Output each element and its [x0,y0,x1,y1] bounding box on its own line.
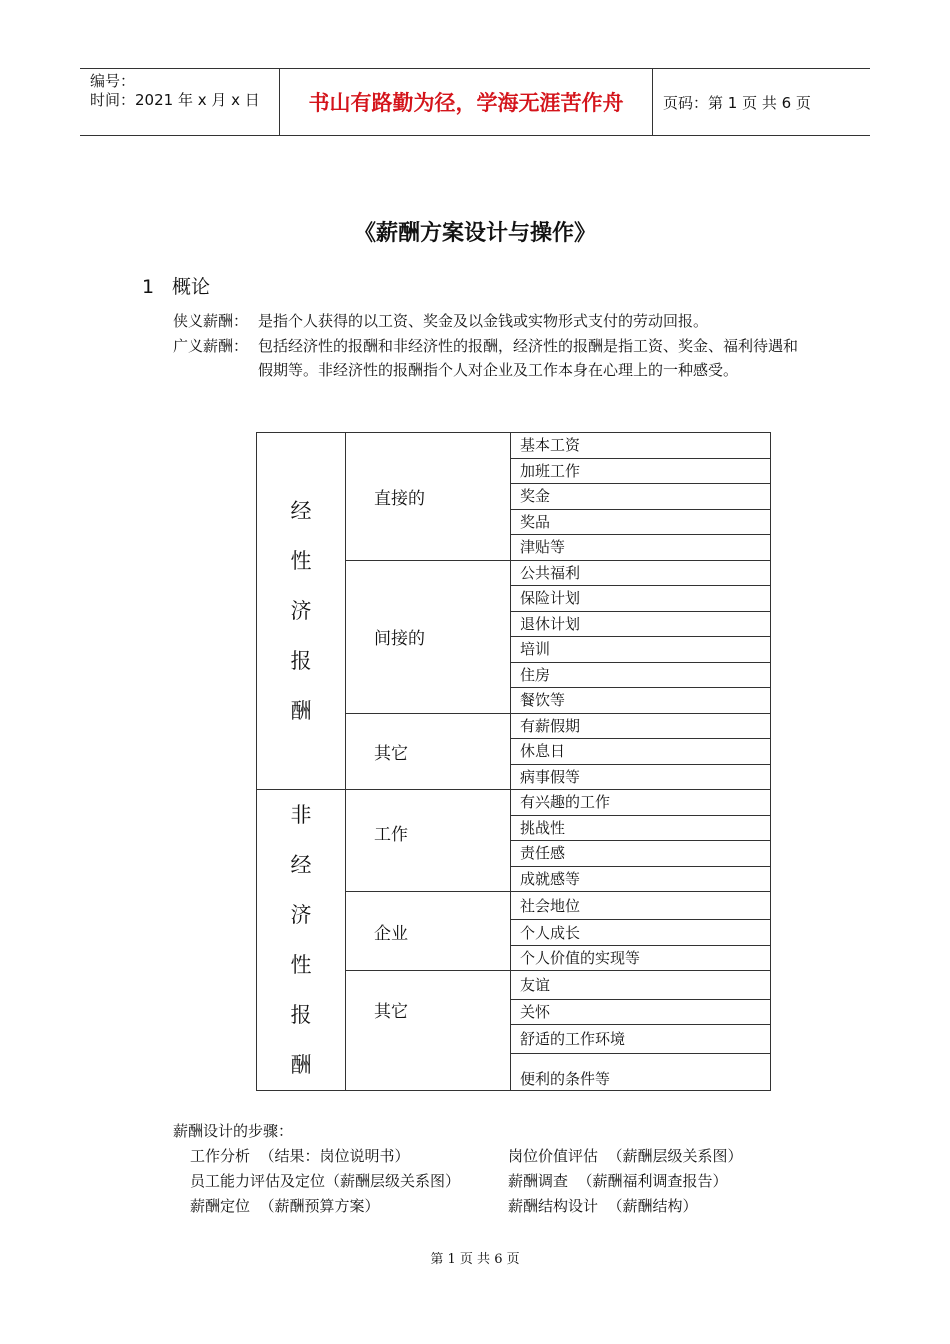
step-item: 工作分析 （结果：岗位说明书） [190,1147,410,1165]
category-cell-non-economic [257,790,346,1091]
category-char: 非 [290,803,312,827]
category-char: 济 [290,599,312,623]
item-cell: 病事假等 [511,764,771,790]
item-cell: 个人成长 [511,920,771,946]
item-cell: 奖金 [511,484,771,510]
item-cell: 住房 [511,662,771,688]
category-char: 经 [290,853,312,877]
item-cell: 关怀 [511,999,771,1025]
item-cell: 有薪假期 [511,713,771,739]
item-cell: 公共福利 [511,560,771,586]
header-page-info: 页码：第 1 页 共 6 页 [663,93,811,112]
definition-text: 包括经济性的报酬和非经济性的报酬，经济性的报酬是指工资、奖金、福利待遇和假期等。非经济性的报酬指个人对企业及工作本身在心理上的一种感受。 [258,337,799,379]
definition-text: 是指个人获得的以工资、奖金及以金钱或实物形式支付的劳动回报。 [258,312,709,330]
step-item: 岗位价值评估 （薪酬层级关系图） [508,1147,743,1165]
step-item: 员工能力评估及定位（薪酬层级关系图） [190,1172,461,1190]
step-item: 薪酬调查 （薪酬福利调查报告） [508,1172,728,1190]
header-date: 时间：2021 年 x 月 x 日 [90,91,260,109]
group-cell: 其它 [346,713,511,790]
header-meta [80,69,280,135]
item-cell: 保险计划 [511,586,771,612]
step-item: 薪酬定位 （薪酬预算方案） [190,1197,380,1215]
page-footer: 第 1 页 共 6 页 [430,1252,520,1267]
definition-term: 广义薪酬： [173,337,249,355]
document-title: 《薪酬方案设计与操作》 [353,220,596,246]
group-cell: 直接的 [346,433,511,561]
category-char: 济 [290,903,312,927]
item-cell: 友谊 [511,971,771,999]
item-cell: 基本工资 [511,433,771,459]
item-cell: 个人价值的实现等 [511,945,771,971]
item-cell: 有兴趣的工作 [511,790,771,816]
header-code-label: 编号： [90,72,136,90]
category-char: 经 [290,499,312,523]
page-header [80,68,870,136]
item-cell: 加班工作 [511,458,771,484]
category-char: 酬 [290,1053,312,1077]
category-char: 报 [290,649,312,673]
section-title: 概论 [172,276,211,298]
category-char: 酬 [290,699,312,723]
category-char: 性 [290,953,312,977]
item-cell: 培训 [511,637,771,663]
definition-term: 侠义薪酬： [173,312,249,330]
section-number: 1 [142,276,155,298]
category-char: 报 [290,1003,312,1027]
item-cell: 休息日 [511,739,771,765]
step-item: 薪酬结构设计 （薪酬结构） [508,1197,698,1215]
item-cell: 舒适的工作环境 [511,1025,771,1054]
compensation-table [256,432,771,1091]
item-cell: 退休计划 [511,611,771,637]
header-motto: 书山有路勤为径，学海无涯苦作舟 [280,69,653,135]
group-cell: 其它 [346,971,511,1091]
definition-broad [173,334,806,382]
item-cell: 责任感 [511,841,771,867]
section-heading [142,272,210,299]
definition-narrow [173,309,806,333]
item-cell: 社会地位 [511,892,771,920]
steps-label: 薪酬设计的步骤： [173,1122,294,1140]
item-cell: 餐饮等 [511,688,771,714]
category-cell-economic [257,433,346,790]
table-row [257,790,771,816]
item-cell: 津贴等 [511,535,771,561]
group-cell: 工作 [346,790,511,892]
item-cell: 成就感等 [511,866,771,892]
item-cell: 便利的条件等 [511,1054,771,1091]
table-row [257,433,771,459]
item-cell: 挑战性 [511,815,771,841]
category-char: 性 [290,549,312,573]
group-cell: 间接的 [346,560,511,713]
item-cell: 奖品 [511,509,771,535]
group-cell: 企业 [346,892,511,971]
